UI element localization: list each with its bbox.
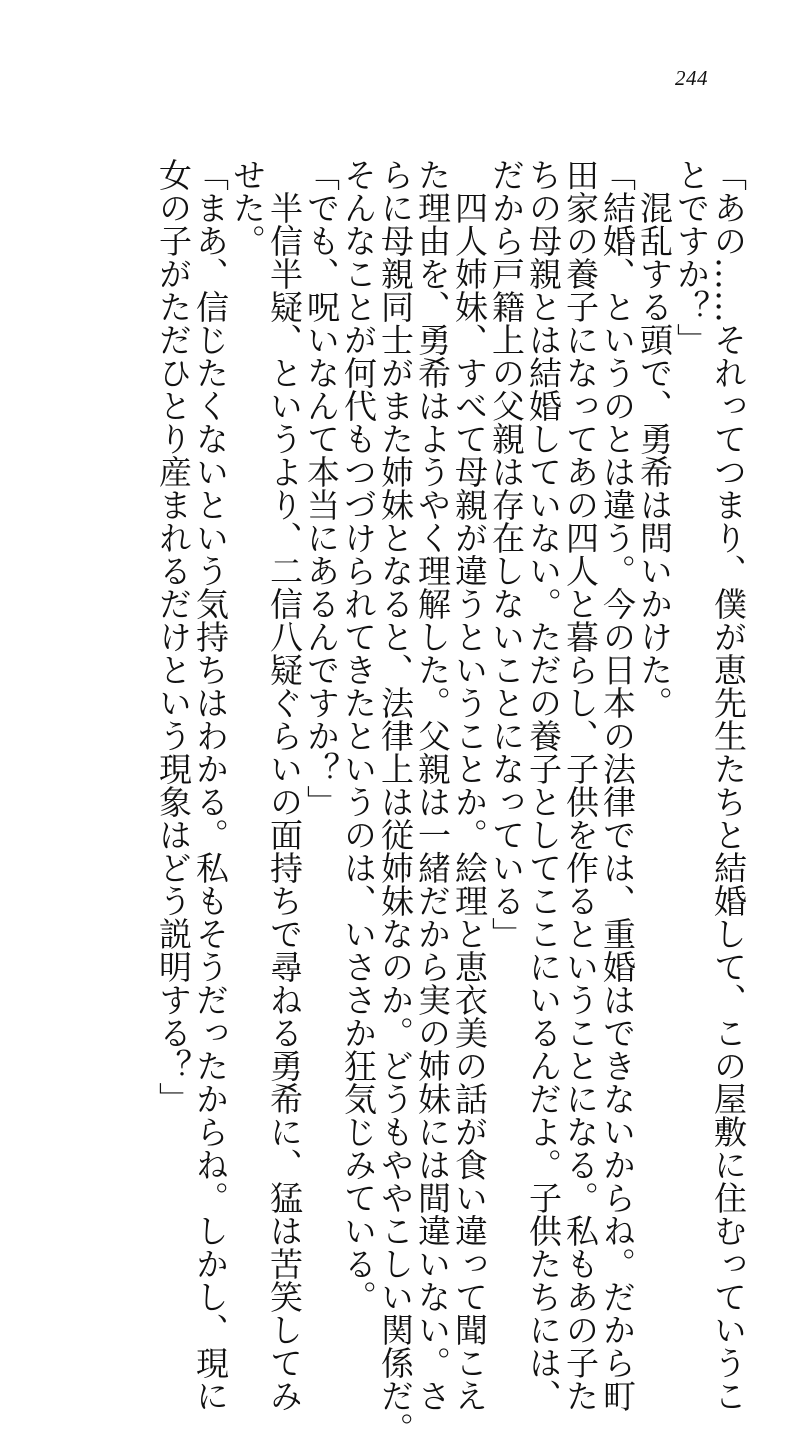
text-line: 半信半疑、というより、二信八疑ぐらいの面持ちで尋ねる勇希に、猛は苦笑してみ [265, 191, 304, 1412]
text-line: 「まあ、信じたくないという気持ちはわかる。私もそうだったからね。しかし、現に [191, 158, 230, 1412]
text-line: 「あの……それってつまり、僕が恵先生たちと結婚して、この屋敷に住むっていうこ [709, 158, 748, 1412]
text-line: 田家の養子になってあの四人と暮らし、子供を作るということになる。私もあの子た [561, 158, 600, 1412]
text-line: せた。 [228, 158, 267, 257]
text-line: とですか？」 [672, 158, 711, 356]
text-line: ちの母親とは結婚していない。ただの養子としてここにいるんだよ。子供たちには、 [524, 158, 563, 1412]
text-line: 女の子がただひとり産まれるだけという現象はどう説明する？」 [154, 158, 193, 1115]
text-line: 混乱する頭で、勇希は問いかけた。 [635, 191, 674, 719]
text-line: そんなことが何代もつづけられてきたというのは、いささか狂気じみている。 [339, 158, 378, 1313]
text-line: だから戸籍上の父親は存在しないことになっている」 [487, 158, 526, 950]
novel-text-body [154, 158, 748, 1445]
text-line: た理由を、勇希はようやく理解した。父親は一緒だから実の姉妹には間違いない。さ [413, 158, 452, 1412]
text-line: 四人姉妹、すべて母親が違うということか。絵理と恵衣美の話が食い違って聞こえ [450, 191, 489, 1412]
text-line: 「でも、呪いなんて本当にあるんですか？」 [302, 158, 341, 818]
page-number: 244 [675, 66, 708, 90]
text-line: らに母親同士がまた姉妹となると、法律上は従姉妹なのか。どうもややこしい関係だ。 [376, 158, 415, 1445]
text-line: 「結婚、というのとは違う。今の日本の法律では、重婚はできないからね。だから町 [598, 158, 637, 1412]
